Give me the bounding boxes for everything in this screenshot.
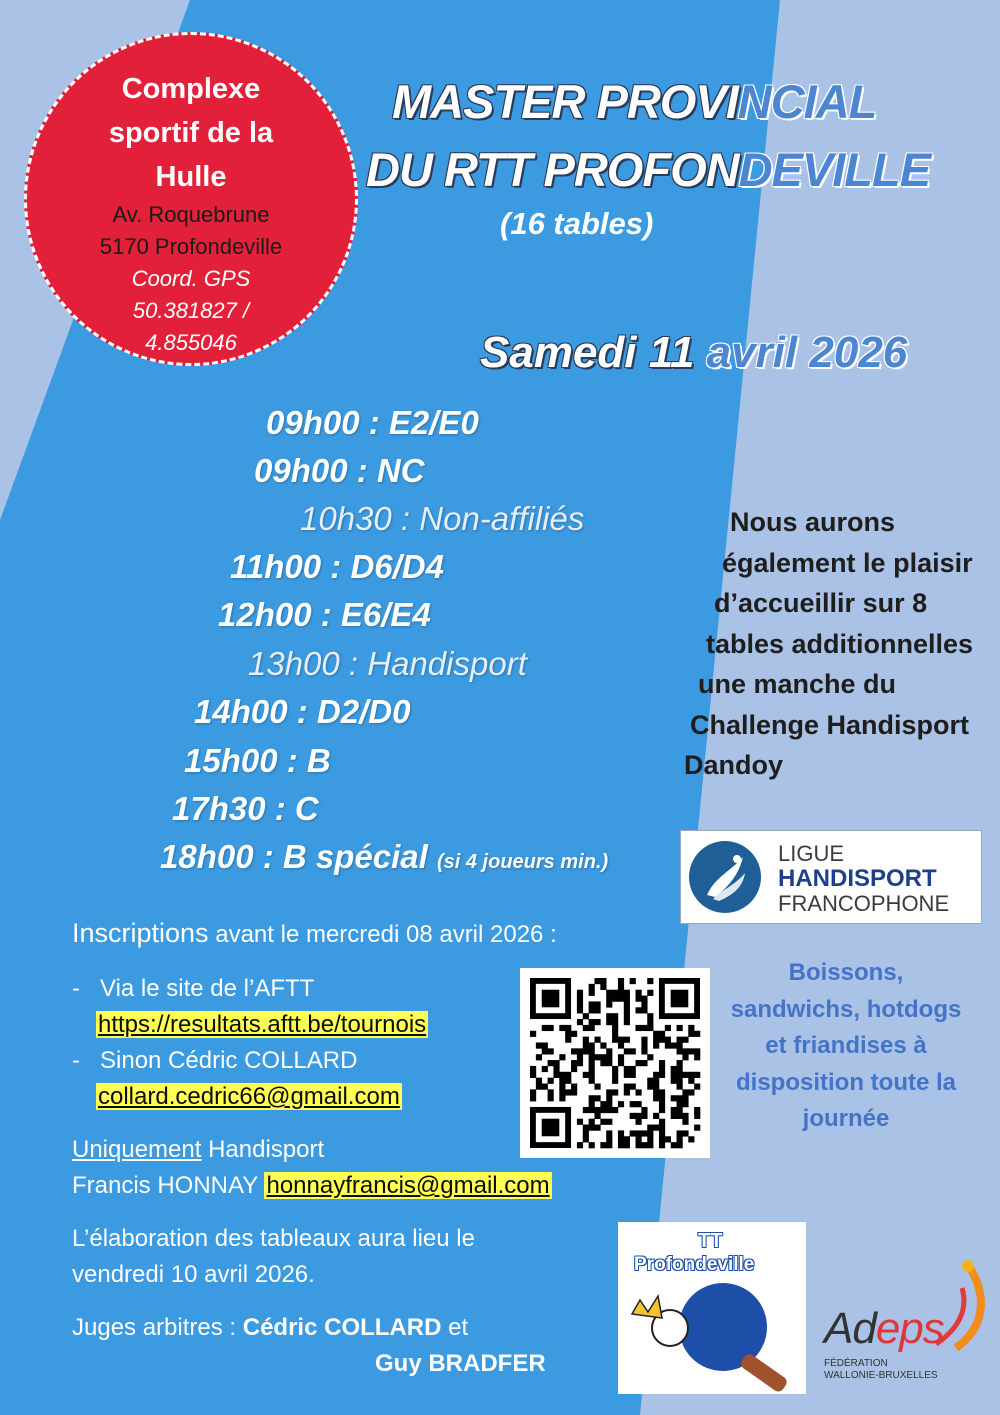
adeps-brand: Adeps xyxy=(824,1304,944,1353)
tt-profondeville-logo xyxy=(618,1222,806,1394)
subtitle: (16 tables) xyxy=(500,206,654,241)
qr-code[interactable] xyxy=(520,968,710,1158)
refreshments-info: Boissons, sandwichs, hotdogs et friandises à disposition toute la journée xyxy=(730,959,962,1132)
adeps-subtitle: FÉDÉRATION WALLONIE-BRUXELLES xyxy=(824,1358,938,1381)
collard-email-row xyxy=(96,1083,402,1111)
aftt-link-row xyxy=(96,1011,428,1039)
qr-code-icon xyxy=(520,968,710,1158)
schedule-item: 11h00 : D6/D4 xyxy=(230,548,444,585)
schedule-item: 14h00 : D2/D0 xyxy=(194,693,411,730)
schedule-item: 13h00 : Handisport xyxy=(248,645,527,682)
handisport-label: Uniquement Handisport xyxy=(72,1136,325,1163)
handisport-announcement: Nous aurons également le plaisir d’accueillir sur 8 tables additionnelles une manche du Challenge Handisport Dandoy xyxy=(684,507,974,780)
lhf-emblem-icon xyxy=(685,837,765,917)
title-line-1: MASTER PROVINCIAL xyxy=(392,75,877,128)
draw-info-line-2: vendredi 10 avril 2026. xyxy=(72,1261,315,1288)
schedule-item: 15h00 : B xyxy=(184,742,331,779)
aftt-link[interactable]: https://resultats.aftt.be/tournois xyxy=(98,1011,427,1038)
schedule-item: 17h30 : C xyxy=(172,790,319,827)
lhf-line-1: LIGUE xyxy=(778,841,845,866)
tt-logo-line-1: TT xyxy=(698,1230,723,1252)
registration-item-2: - Sinon Cédric COLLARD xyxy=(72,1047,358,1074)
handisport-contact: Francis HONNAY honnayfrancis@gmail.com xyxy=(72,1172,550,1199)
schedule-item: 18h00 : B spécial (si 4 joueurs min.) xyxy=(160,838,609,875)
judge-2: Guy BRADFER xyxy=(375,1350,546,1377)
schedule-item: 12h00 : E6/E4 xyxy=(218,596,431,633)
venue-address: Av. Roquebrune 5170 Profondeville xyxy=(99,202,283,259)
judges-line: Juges arbitres : Cédric COLLARD et xyxy=(72,1314,469,1341)
schedule-note: (si 4 joueurs min.) xyxy=(436,851,609,873)
registration-item-1: - Via le site de l’AFTT xyxy=(72,975,315,1002)
lhf-logo xyxy=(680,830,982,924)
venue-badge xyxy=(24,32,358,366)
registration-heading: Inscriptions avant le mercredi 08 avril 2026 : xyxy=(72,918,557,948)
venue-name: Complexe sportif de la Hulle xyxy=(108,73,274,193)
schedule-item: 09h00 : NC xyxy=(254,452,425,489)
schedule-item: 09h00 : E2/E0 xyxy=(266,404,479,441)
honnay-email-link[interactable]: honnayfrancis@gmail.com xyxy=(266,1172,550,1199)
collard-email-link[interactable]: collard.cedric66@gmail.com xyxy=(98,1083,400,1110)
event-date: Samedi 11 avril 2026 xyxy=(480,328,908,377)
lhf-line-3: FRANCOPHONE xyxy=(778,891,950,916)
lhf-line-2: HANDISPORT xyxy=(778,865,937,892)
adeps-logo xyxy=(820,1258,992,1398)
tt-logo-line-2: Profondeville xyxy=(634,1254,755,1275)
draw-info-line-1: L’élaboration des tableaux aura lieu le xyxy=(72,1225,475,1252)
venue-gps: Coord. GPS 50.381827 / 4.855046 xyxy=(131,266,251,355)
title-line-2: DU RTT PROFONDEVILLE xyxy=(366,143,931,196)
schedule-item: 10h30 : Non-affiliés xyxy=(300,500,585,537)
